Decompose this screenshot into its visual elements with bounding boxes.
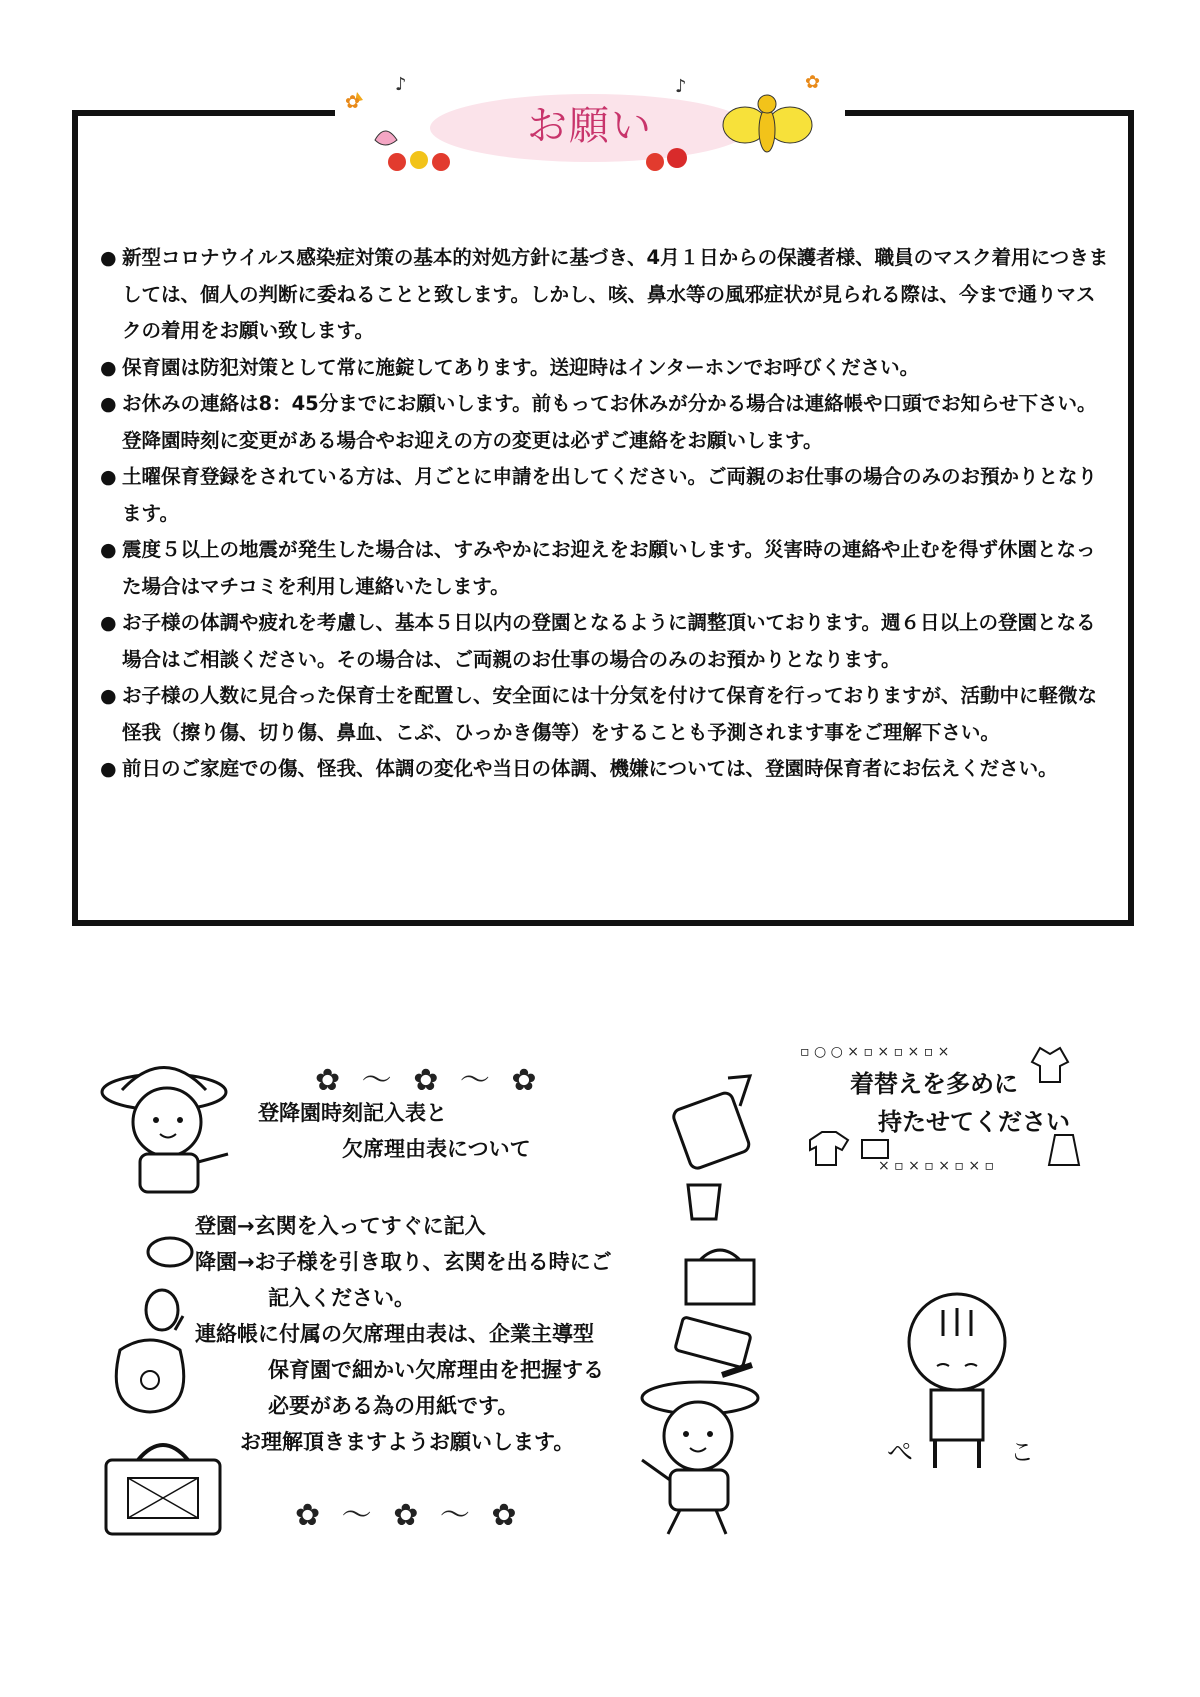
attendance-line: 登園→玄関を入ってすぐに記入 (195, 1214, 486, 1238)
change-clothes-line1: 着替えを多めに (850, 1070, 1018, 1098)
attendance-line: 連絡帳に付属の欠席理由表は、企業主導型 (195, 1322, 594, 1346)
notice-item: ● お子様の人数に見合った保育士を配置し、安全面には十分気を付けて保育を行っておりますが、活動中に軽微な怪我（擦り傷、切り傷、鼻血、こぶ、ひっかき傷等）をすることも予測されます事をご理解下さい。 (100, 678, 1110, 751)
bow-sound-right: こ (1010, 1438, 1034, 1466)
banner-title: お願い (527, 103, 653, 149)
attendance-line: お理解頂きますようお願いします。 (240, 1430, 575, 1454)
notice-item: ● お子様の体調や疲れを考慮し、基本５日以内の登園となるように調整頂いております。週６日以上の登園となる場合はご相談ください。その場合は、ご両親のお仕事の場合のみのお預かりとなります。 (100, 605, 1110, 678)
wrapped-lunchbox-icon (680, 1240, 760, 1310)
cup-icon (680, 1175, 740, 1225)
shoulder-bag-icon (670, 1070, 760, 1170)
svg-text:✿: ✿ (345, 92, 361, 113)
svg-text:♪: ♪ (675, 76, 687, 97)
attendance-title-line2: 欠席理由表について (342, 1137, 531, 1161)
notice-item: ● 保育園は防犯対策として常に施錠してあります。送迎時はインターホンでお呼びください。 (100, 350, 1110, 387)
notice-item: ● 土曜保育登録をされている方は、月ごとに申請を出してください。ご両親のお仕事の場合のみのお預かりとなります。 (100, 459, 1110, 532)
attendance-line: 必要がある為の用紙です。 (268, 1394, 519, 1418)
notice-item: ● 震度５以上の地震が発生した場合は、すみやかにお迎えをお願いします。災害時の連絡や止むを得ず休園となった場合はマチコミを利用し連絡いたします。 (100, 532, 1110, 605)
svg-text:▫ ○ ○ × ▫ × ▫ × ▫ ×: ▫ ○ ○ × ▫ × ▫ × ▫ × (800, 1044, 950, 1060)
change-clothes-line2: 持たせてください (878, 1108, 1070, 1136)
notice-item: ● 前日のご家庭での傷、怪我、体調の変化や当日の体調、機嫌については、登園時保育者にお伝えください。 (100, 751, 1110, 788)
girl-hat-icon (620, 1370, 760, 1540)
notice-item: ● お休みの連絡は8：45分までにお願いします。前もってお休みが分かる場合は連絡帳や口頭でお知らせ下さい。登降園時刻に変更がある場合やお迎えの方の変更は必ずご連絡をお願いします。 (100, 386, 1110, 459)
notice-list (100, 240, 1110, 788)
bow-sound-left: ぺ (887, 1438, 914, 1468)
flower-divider-bottom: ✿ 〜 ✿ 〜 ✿ (295, 1498, 523, 1533)
svg-text:× ▫ × ▫ × ▫ × ▫: × ▫ × ▫ × ▫ × ▫ (878, 1158, 995, 1174)
attendance-line: 保育園で細かい欠席理由を把握する (268, 1358, 604, 1382)
change-clothes-card (800, 1040, 1120, 1175)
attendance-line: 降園→お子様を引き取り、玄関を出る時にご (195, 1250, 612, 1274)
child-hat-icon (92, 1052, 242, 1202)
flower-divider-top: ✿ 〜 ✿ 〜 ✿ (315, 1063, 543, 1098)
svg-text:♪: ♪ (395, 74, 407, 95)
header-banner (335, 70, 845, 180)
drawstring-bag-icon (105, 1310, 200, 1420)
svg-text:✿: ✿ (805, 72, 821, 93)
notice-item: ● 新型コロナウイルス感染症対策の基本的対処方針に基づき、4月１日からの保護者様、職員のマスク着用につきましては、個人の判断に委ねることと致します。しかし、咳、鼻水等の風邪症状が見られる際は、今まで通りマスクの着用をお願い致します。 (100, 240, 1110, 350)
tote-bag-icon (98, 1430, 228, 1540)
attendance-line: 記入ください。 (268, 1286, 415, 1310)
attendance-title-line1: 登降園時刻記入表と (258, 1101, 447, 1125)
